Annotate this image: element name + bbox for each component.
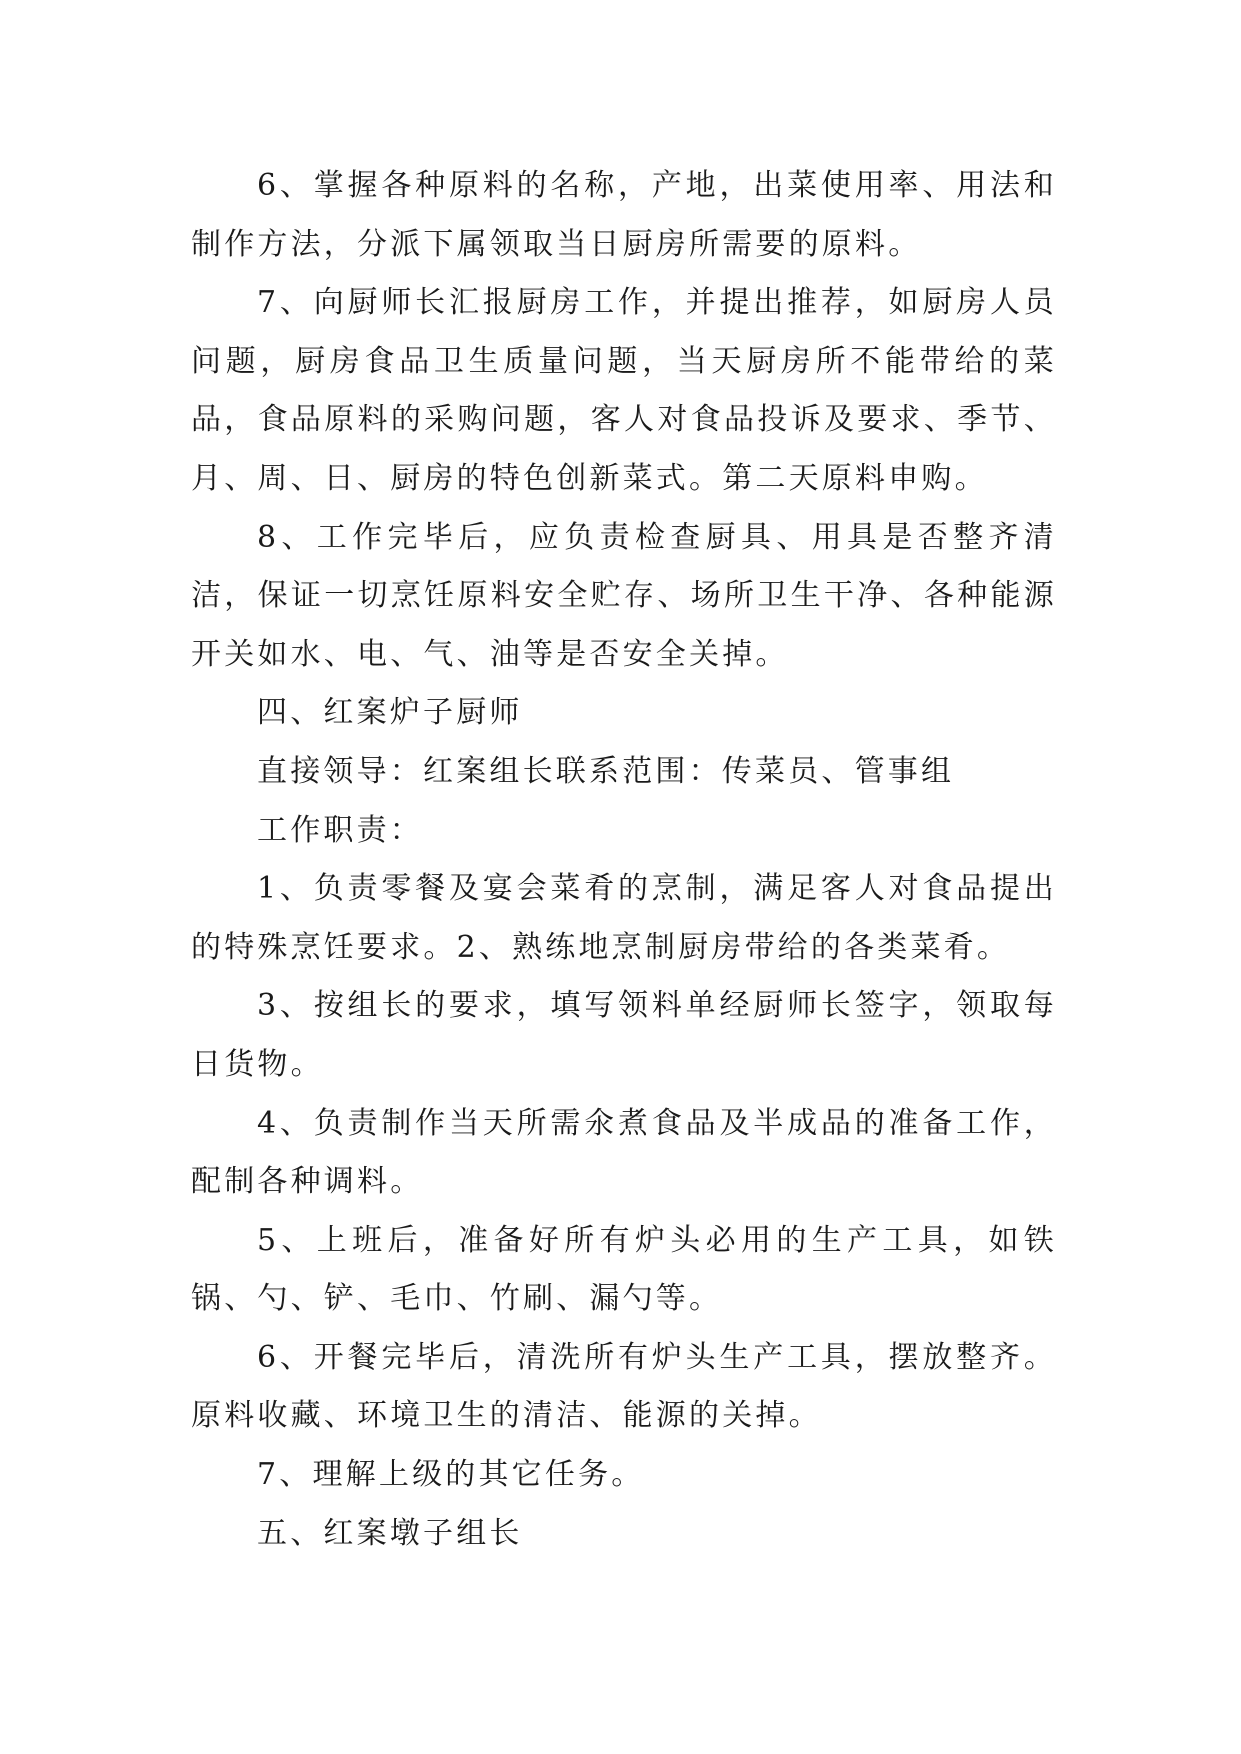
paragraph-duty-3: 3、按组长的要求，填写领料单经厨师长签字，领取每日货物。 [191,988,1057,1082]
paragraph-duty-5: 5、上班后，准备好所有炉头必用的生产工具，如铁锅、勺、铲、毛巾、竹刷、漏勺等。 [191,1222,1057,1317]
paragraph-duties-label: 工作职责： [257,812,423,848]
paragraph-report-to-chef: 7、向厨师长汇报厨房工作，并提出推荐，如厨房人员问题，厨房食品卫生质量问题，当天厨房所不能带给的菜品，食品原料的采购问题，客人对食品投诉及要求、季节、月、周、日、厨房的特色创新菜式。第二天原料申购。 [191,285,1057,496]
document-body [191,157,1057,1563]
section-heading-stove-cook: 四、红案炉子厨师 [257,695,523,731]
paragraph-end-of-work-check: 8、工作完毕后，应负责检查厨具、用具是否整齐清洁，保证一切烹饪原料安全贮存、场所卫生干净、各种能源开关如水、电、气、油等是否安全关掉。 [191,519,1057,672]
paragraph-duty-6: 6、开餐完毕后，清洗所有炉头生产工具，摆放整齐。原料收藏、环境卫生的清洁、能源的关掉。 [191,1339,1057,1434]
section-heading-cutting-leader: 五、红案墩子组长 [257,1515,523,1551]
paragraph-reporting-line: 直接领导：红案组长联系范围：传菜员、管事组 [257,753,955,789]
paragraph-ingredient-knowledge: 6、掌握各种原料的名称，产地，出菜使用率、用法和制作方法，分派下属领取当日厨房所需要的原料。 [191,168,1057,262]
paragraph-duty-1-2: 1、负责零餐及宴会菜肴的烹制，满足客人对食品提出的特殊烹饪要求。2、熟练地烹制厨房带给的各类菜肴。 [191,871,1057,965]
paragraph-duty-7: 7、理解上级的其它任务。 [257,1457,645,1493]
paragraph-duty-4: 4、负责制作当天所需氽煮食品及半成品的准备工作，配制各种调料。 [191,1105,1057,1200]
